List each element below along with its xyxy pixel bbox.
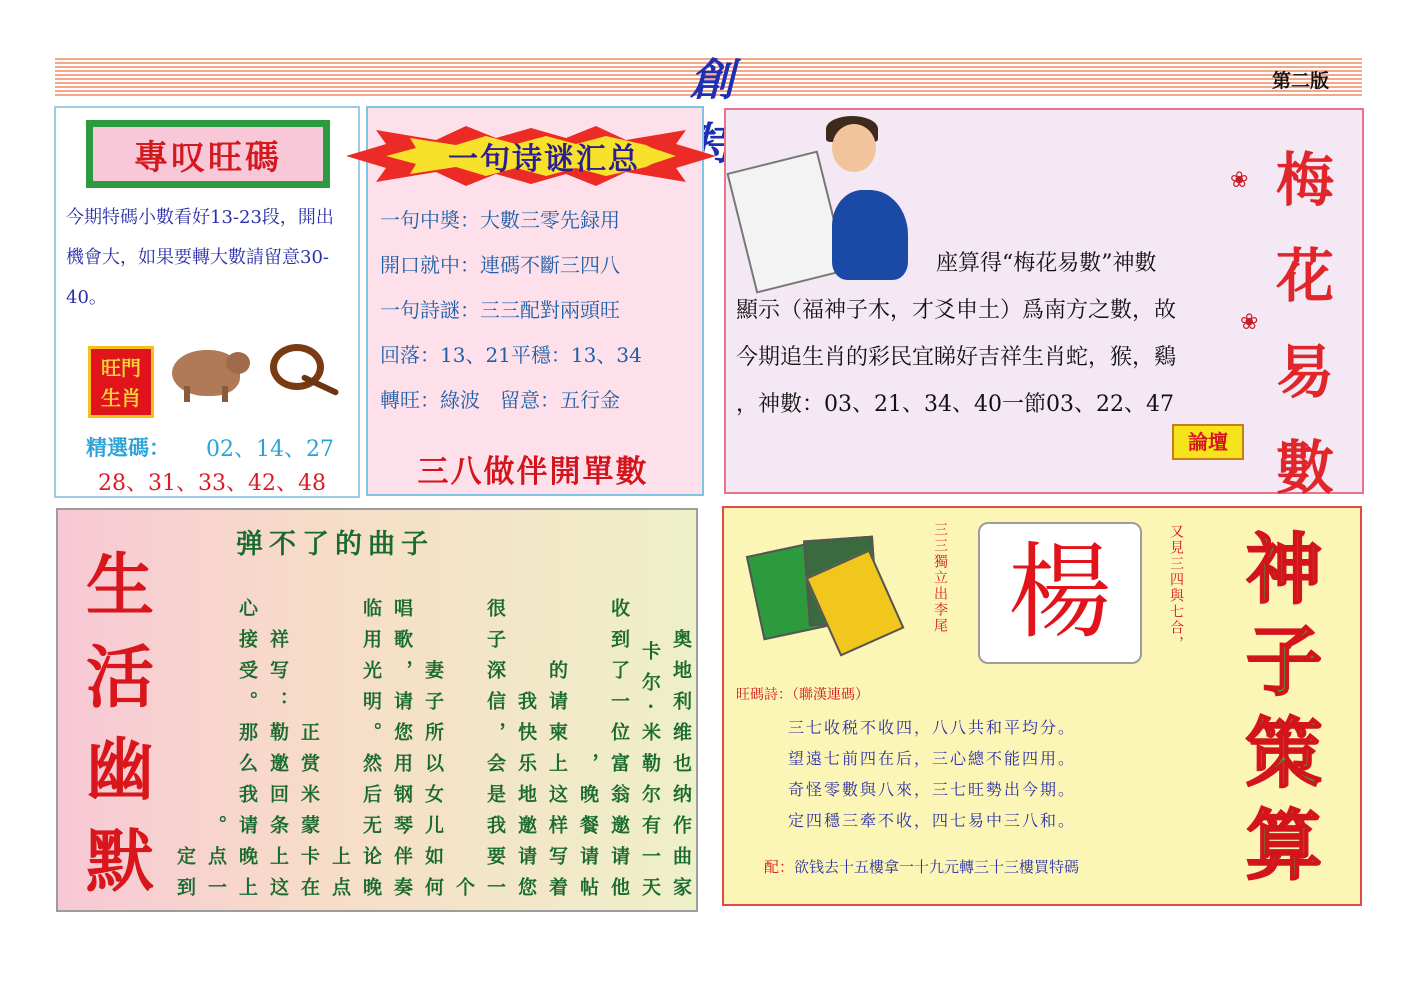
verse-lines [788, 712, 1168, 836]
left-vertical-hint: 三三獨立出李尾 [932, 522, 948, 634]
riddle-line: 開口就中：連碼不斷三四八 [380, 253, 620, 277]
right-vertical-hint: 又見三四與七合， [1168, 524, 1184, 652]
plum-body-line: 今期追生肖的彩民宜睇好吉祥生肖蛇，猴，鷄 [736, 345, 1177, 370]
riddle-line: 回落：13、21平穩：13、34 [380, 343, 642, 367]
selected-numbers-row-2: 28、31、33、42、48 [98, 471, 326, 496]
story-column: 正赏米蒙卡在 [298, 722, 320, 908]
verse-note [764, 856, 1184, 877]
humor-title: 弹不了的曲子 [236, 529, 434, 560]
person-head-icon [832, 124, 876, 172]
story-column: 的请柬上这样写着 [546, 660, 568, 908]
verse-line: 望遠七前四在后，三心總不能四用。 [788, 749, 1077, 768]
pig-leg-icon [222, 386, 228, 402]
page-title: 創 [690, 55, 794, 106]
riddle-line: 一句詩謎：三三配對兩頭旺 [380, 298, 620, 322]
story-column: 收到了一位富翁邀请他 [608, 598, 630, 908]
selected-numbers-row-1: 02、14、27 [206, 437, 334, 462]
story-column: 我快乐地邀请您 [515, 691, 537, 908]
zodiac-badge [88, 346, 154, 418]
humor-side-title: 生活幽默 [85, 546, 154, 902]
flower-icon: ❀ [1230, 168, 1249, 193]
hot-number-text: 今期特碼小數看好13-23段，開出機會大，如果要轉大數請留意30-40。 [66, 207, 334, 308]
plum-body-line: ，神數：03、21、34、40一節03、22、47 [736, 392, 1174, 417]
verse-subheading: 旺碼詩：（聯漢連碼） [736, 687, 869, 703]
big-character: 楊 [978, 522, 1142, 664]
hot-number-title-box [86, 120, 330, 188]
hot-number-title: 專叹旺碼 [93, 127, 323, 181]
zodiac-badge-line1: 旺門 [101, 356, 141, 380]
pig-leg-icon [184, 386, 190, 402]
story-column: 心接受。那么我请晚上 [236, 598, 258, 908]
riddle-footer: 三八做伴開單數 [417, 454, 649, 490]
plum-body-line: 座算得“梅花易數”神數 [936, 251, 1157, 276]
story-column: 临用光明。然后无论晚上点 [329, 598, 382, 908]
riddle-line: 轉旺：綠波 留意：五行金 [380, 388, 620, 412]
story-column: 祥写：勒邀回条上这 [267, 629, 289, 908]
god-strategy-title: 神子策算 [1246, 525, 1322, 890]
humor-story [176, 568, 696, 908]
riddle-line: 一句中奬：大數三零先録用 [380, 208, 620, 232]
forum-badge[interactable]: 論壇 [1172, 424, 1244, 460]
flower-icon: ❀ [1240, 310, 1259, 335]
story-column: 很子深信，会是我要一个 [453, 598, 506, 908]
plum-blossom-title: 梅花易數 [1275, 146, 1334, 502]
verse-line: 奇怪零數與八來，三七旺勢出今期。 [788, 780, 1077, 799]
zodiac-badge-line2: 生肖 [101, 386, 141, 410]
story-column: 定到 [174, 846, 196, 908]
story-column: 唱歌，请您用钢琴伴奏 [391, 598, 413, 908]
plum-body-line: 顯示（福神子木，才爻申土）爲南方之數，故 [736, 298, 1177, 323]
story-column: 奥地利维也纳作曲家 [670, 629, 692, 908]
selected-numbers-label: 精選碼： [86, 435, 170, 460]
verse-line: 三七收税不收四，八八共和平均分。 [788, 718, 1077, 737]
verse-note-label: 配： [764, 858, 795, 876]
plum-blossom-body [736, 240, 1226, 428]
story-column: 晚餐请帖， [577, 753, 599, 908]
verse-line: 定四穩三牽不收，四七易中三八和。 [788, 811, 1077, 830]
riddle-lines [380, 198, 700, 423]
story-column: 点一。 [205, 815, 227, 908]
pig-head-icon [226, 352, 250, 374]
story-column: 妻子所以女儿如何 [422, 660, 444, 908]
verse-note-text: 欲钱去十五樓拿一十九元轉三十三樓買特碼 [794, 858, 1080, 876]
edition-label: 第二版 [1272, 70, 1330, 92]
story-column: 卡尔·米勒尔有一天 [639, 641, 661, 908]
riddle-summary-title: 一句诗谜汇总 [448, 142, 640, 177]
